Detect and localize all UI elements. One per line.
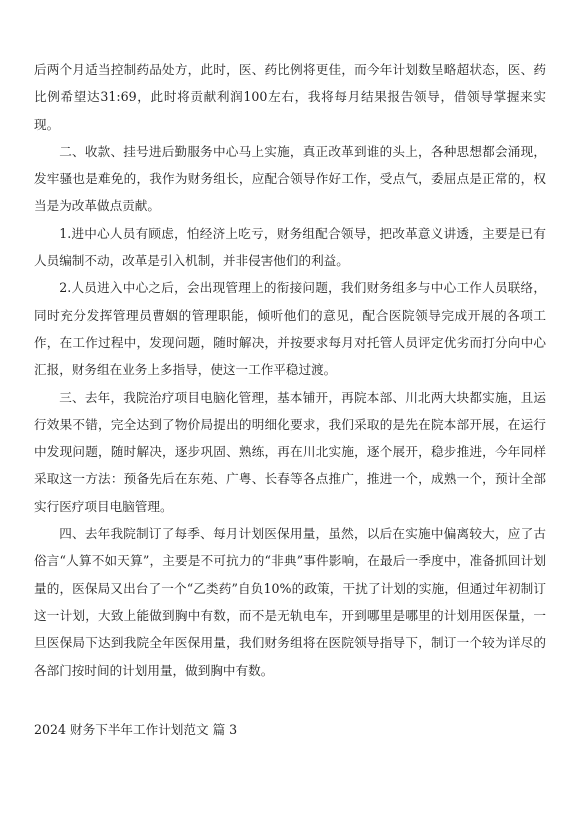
paragraph-item-two: 二、收款、挂号进后勤服务中心马上实施，真正改革到谁的头上，各种思想都会涌现，发牢骚也是难免的，我作为财务组长，应配合领导作好工作，受点气，委屈点是正常的，权当是为改革做点贡献。 [34, 143, 546, 214]
paragraph-continuation: 后两个月适当控制药品处方，此时，医、药比例将更佳，而今年计划数呈略超状态，医、药比例希望达31:69，此时将贡献利润100左右，我将每月结果报告领导，借领导掌握来实现。 [34, 62, 546, 132]
paragraph-subitem-two: 2.人员进入中心之后，会出现管理上的衔接问题，我们财务组多与中心工作人员联络，同时充分发挥管理员曹姻的管理职能，倾听他们的意见，配合医院领导完成开展的各项工作，在工作过程中，发现问题，随时解决，并按要求每月对托管人员评定优劣而打分向中心汇报，财务组在业务上多指导，使这一工作平稳过渡。 [34, 280, 546, 378]
paragraph-subitem-one: 1.进中心人员有顾虑，怕经济上吃亏，财务组配合领导，把改革意义讲透，主要是已有人员编制不动，改革是引入机制，并非侵害他们的利益。 [34, 225, 546, 269]
paragraph-item-four: 四、去年我院制订了每季、每月计划医保用量，虽然，以后在实施中偏离较大，应了古俗言“人算不如天算”，主要是不可抗力的“非典”事件影响，在最后一季度中，准备抓回计划量的，医保局又出台了一个“乙类药”自负10%的政策，干扰了计划的实施，但通过年初制订这一计划，大致上能做到胸中有数，而不是无轨电车，开到哪里是哪里的计划用医保量，一旦医保局下达到我院全年医保用量，我们财务组将在医院领导指导下，制订一个较为详尽的各部门按时间的计划用量，做到胸中有数。 [34, 526, 546, 678]
section-heading: 2024 财务下半年工作计划范文 篇 3 [34, 722, 238, 737]
paragraph-item-three: 三、去年，我院治疗项目电脑化管理，基本铺开，再院本部、川北两大块都实施，且运行效果不错，完全达到了物价局提出的明细化要求，我们采取的是先在院本部开展，在运行中发现问题，随时解决，逐步巩固、熟练，再在川北实施，逐个展开，稳步推进，今年同样采取这一方法：预备先后在东苑、广粤、长春等各点推广，推进一个，成熟一个，预计全部实行医疗项目电脑管理。 [34, 389, 546, 514]
document-body [34, 56, 546, 684]
